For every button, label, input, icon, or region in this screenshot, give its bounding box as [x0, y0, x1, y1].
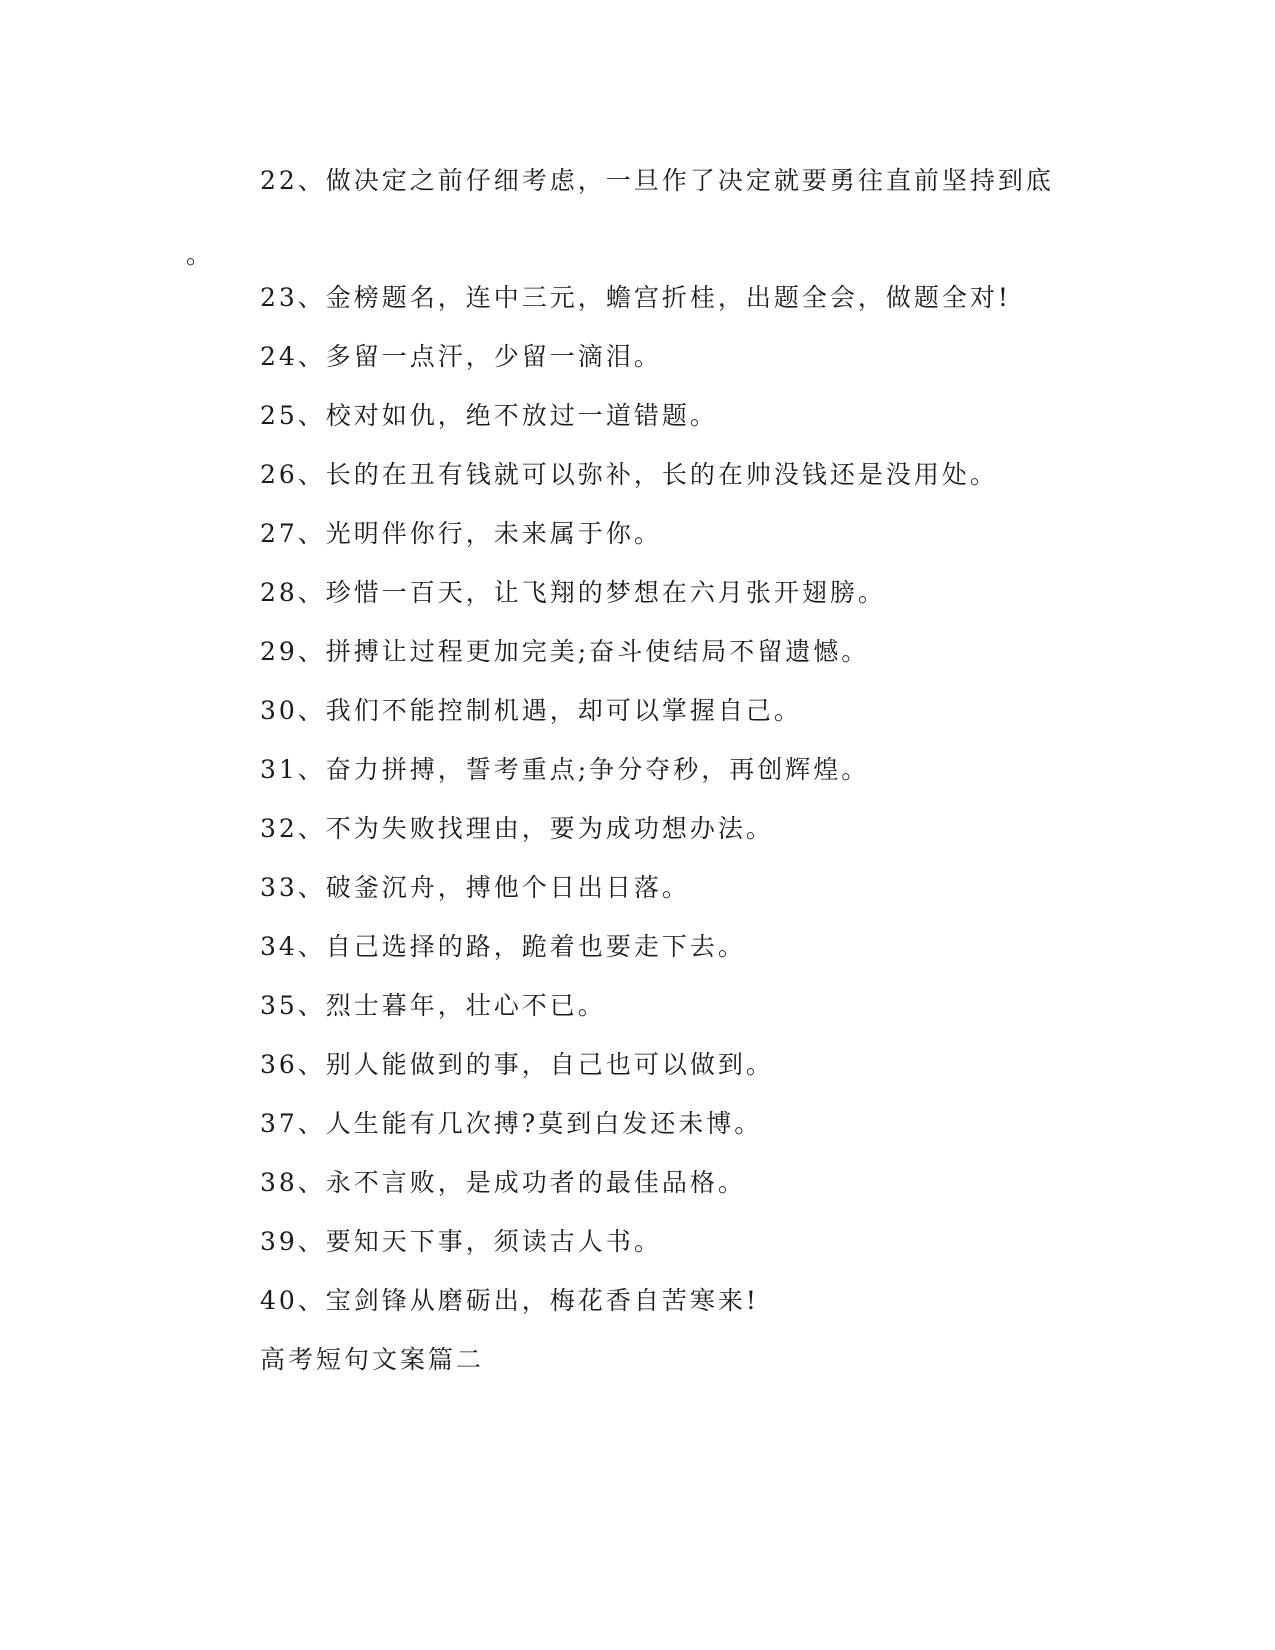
list-item-continuation: 。 — [186, 240, 212, 269]
list-item: 22、做决定之前仔细考虑，一旦作了决定就要勇往直前坚持到底 — [260, 166, 1054, 195]
list-item: 29、拼搏让过程更加完美;奋斗使结局不留遗憾。 — [260, 637, 870, 666]
list-item: 34、自己选择的路，跪着也要走下去。 — [260, 932, 746, 961]
list-item: 39、要知天下事，须读古人书。 — [260, 1227, 662, 1256]
list-item: 37、人生能有几次搏?莫到白发还未博。 — [260, 1109, 763, 1138]
list-item: 35、烈士暮年，壮心不已。 — [260, 991, 606, 1020]
list-item: 38、永不言败，是成功者的最佳品格。 — [260, 1168, 746, 1197]
list-item: 26、长的在丑有钱就可以弥补，长的在帅没钱还是没用处。 — [260, 460, 998, 489]
list-item: 36、别人能做到的事，自己也可以做到。 — [260, 1050, 774, 1079]
list-item: 24、多留一点汗，少留一滴泪。 — [260, 342, 662, 371]
list-item: 40、宝剑锋从磨砺出，梅花香自苦寒来! — [260, 1286, 759, 1315]
list-item: 25、校对如仇，绝不放过一道错题。 — [260, 401, 718, 430]
list-item: 31、奋力拼搏，誓考重点;争分夺秒，再创辉煌。 — [260, 755, 870, 784]
section-heading: 高考短句文案篇二 — [260, 1345, 485, 1374]
list-item: 27、光明伴你行，未来属于你。 — [260, 519, 662, 548]
list-item: 33、破釜沉舟，搏他个日出日落。 — [260, 873, 690, 902]
list-item: 28、珍惜一百天，让飞翔的梦想在六月张开翅膀。 — [260, 578, 886, 607]
list-item: 23、金榜题名，连中三元，蟾宫折桂，出题全会，做题全对! — [260, 283, 1011, 312]
list-item: 32、不为失败找理由，要为成功想办法。 — [260, 814, 774, 843]
list-item: 30、我们不能控制机遇，却可以掌握自己。 — [260, 696, 802, 725]
